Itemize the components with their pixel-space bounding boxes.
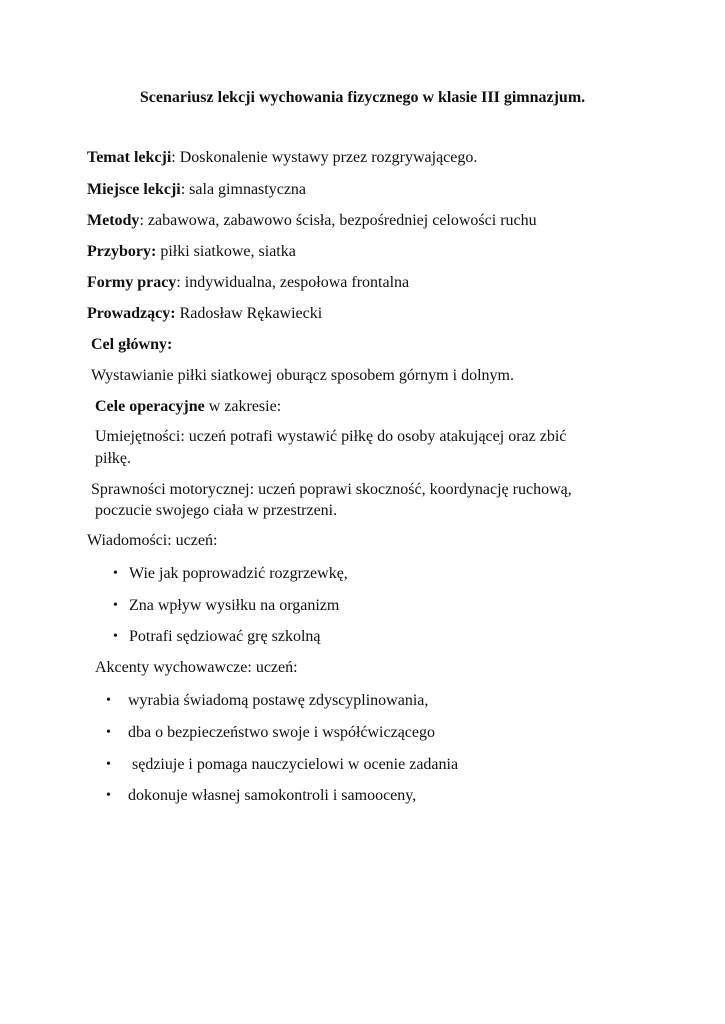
cel-glowny-text: Wystawianie piłki siatkowej oburącz sposobem górnym i dolnym. — [91, 367, 514, 384]
wiadomosci-heading: Wiadomości: uczeń: — [87, 532, 218, 549]
bullet-icon: • — [113, 598, 118, 613]
list-item: wyrabia świadomą postawę zdyscyplinowania, — [128, 692, 429, 709]
bullet-icon: • — [113, 629, 118, 644]
document-title: Scenariusz lekcji wychowania fizycznego w klasie III gimnazjum. — [139, 89, 586, 106]
bullet-icon: • — [113, 566, 118, 581]
field-prowadzacy — [87, 304, 322, 324]
list-item: Zna wpływ wysiłku na organizm — [129, 597, 340, 614]
field-przybory-value: piłki siatkowe, siatka — [156, 243, 296, 260]
akcenty-heading: Akcenty wychowawcze: uczeń: — [95, 659, 298, 676]
bullet-icon: • — [106, 725, 111, 740]
cel-glowny-heading — [91, 335, 172, 355]
field-formy-value: : indywidualna, zespołowa frontalna — [176, 274, 410, 291]
field-prowadzacy-label: Prowadzący: — [87, 305, 176, 322]
field-formy — [87, 273, 409, 293]
field-prowadzacy-value: Radosław Rękawiecki — [175, 305, 323, 322]
list-item: dokonuje własnej samokontroli i samooceny, — [128, 787, 417, 804]
cele-operacyjne-heading — [95, 397, 281, 417]
field-metody — [87, 211, 537, 231]
field-miejsce — [87, 180, 306, 200]
bullet-icon: • — [106, 757, 111, 772]
field-miejsce-label: Miejsce lekcji — [87, 181, 181, 198]
field-temat — [87, 148, 477, 168]
bullet-icon: • — [106, 693, 111, 708]
field-temat-value: : Doskonalenie wystawy przez rozgrywającego. — [171, 149, 478, 166]
cele-operacyjne-heading-bold: Cele operacyjne — [95, 398, 205, 415]
umiejetnosci-line-2: piłkę. — [95, 450, 131, 467]
list-item: Wie jak poprowadzić rozgrzewkę, — [129, 565, 348, 582]
sprawnosci-line-2: poczucie swojego ciała w przestrzeni. — [95, 502, 338, 519]
list-item: dba o bezpieczeństwo swoje i współćwiczącego — [128, 724, 435, 741]
sprawnosci-line-1: Sprawności motorycznej: uczeń poprawi skoczność, koordynację ruchową, — [91, 481, 572, 498]
list-item: Potrafi sędziować grę szkolną — [129, 628, 321, 645]
field-formy-label: Formy pracy — [87, 274, 177, 291]
field-przybory — [87, 242, 296, 262]
cele-operacyjne-heading-suffix: w zakresie: — [204, 398, 282, 415]
bullet-icon: • — [106, 788, 111, 803]
cel-glowny-heading-text: Cel główny: — [91, 336, 173, 353]
field-miejsce-value: : sala gimnastyczna — [180, 181, 307, 198]
list-item: sędziuje i pomaga nauczycielowi w ocenie zadania — [128, 756, 459, 773]
field-temat-label: Temat lekcji — [87, 149, 172, 166]
umiejetnosci-line-1: Umiejętności: uczeń potrafi wystawić piłkę do osoby atakującej oraz zbić — [95, 428, 567, 445]
field-przybory-label: Przybory: — [87, 243, 157, 260]
field-metody-label: Metody — [87, 212, 140, 229]
field-metody-value: : zabawowa, zabawowo ścisła, bezpośredniej celowości ruchu — [139, 212, 537, 229]
